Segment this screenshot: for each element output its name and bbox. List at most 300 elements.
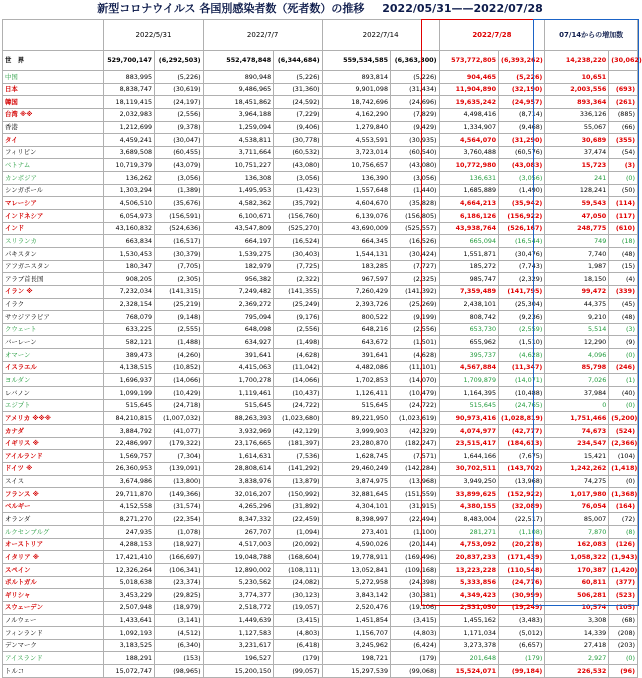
table-cell: (48) (609, 247, 638, 260)
table-cell: 7,026 (545, 374, 609, 387)
table-cell: (7,536) (274, 450, 323, 463)
table-cell: 1,433,641 (104, 614, 155, 627)
table-cell: 3,674,986 (104, 475, 155, 488)
table-cell: (9,429) (391, 121, 440, 134)
table-cell: 4,380,155 (439, 500, 499, 513)
world-cell: (30,062) (609, 51, 638, 71)
table-cell: 2,927 (545, 652, 609, 665)
table-cell: 1,303,294 (104, 184, 155, 197)
table-row (3, 146, 638, 159)
country-name: マレーシア (3, 197, 104, 210)
table-cell: 85,798 (545, 361, 609, 374)
table-cell: (24,957) (499, 96, 545, 109)
table-cell: (2,366) (609, 437, 638, 450)
table-cell: (10,429) (155, 387, 204, 400)
table-cell: 29,711,870 (104, 488, 155, 501)
table-cell: 1,569,757 (104, 450, 155, 463)
table-cell: 88,263,393 (203, 412, 274, 425)
table-cell: 10,751,227 (203, 159, 274, 172)
table-cell: 47,050 (545, 210, 609, 223)
table-cell: (526,167) (499, 222, 545, 235)
table-cell: (523) (609, 589, 638, 602)
table-cell: (24,398) (391, 576, 440, 589)
table-cell: 180,347 (104, 260, 155, 273)
table-cell: 2,438,101 (439, 298, 499, 311)
table-cell: 7,359,489 (439, 285, 499, 298)
table-cell: 19,048,788 (203, 551, 274, 564)
table-cell: (168,604) (274, 551, 323, 564)
table-cell: (99,184) (499, 665, 545, 678)
table-cell: (2,329) (499, 273, 545, 286)
table-cell: 665,094 (439, 235, 499, 248)
table-cell: (22,354) (155, 513, 204, 526)
table-cell: (141,795) (499, 285, 545, 298)
table-row (3, 210, 638, 223)
table-cell: (355) (609, 134, 638, 147)
country-name: 日本 (3, 83, 104, 96)
table-cell: 44,375 (545, 298, 609, 311)
table-cell: (30,619) (155, 83, 204, 96)
table-cell: 1,449,639 (203, 614, 274, 627)
table-cell: (3,056) (274, 172, 323, 185)
table-row (3, 437, 638, 450)
table-row (3, 172, 638, 185)
table-cell: 185,272 (439, 260, 499, 273)
table-cell: 136,390 (322, 172, 390, 185)
table-row (3, 475, 638, 488)
table-cell: 3,964,188 (203, 108, 274, 121)
country-name: アイルランド (3, 450, 104, 463)
table-row (3, 184, 638, 197)
table-cell: (1,023,680) (274, 412, 323, 425)
table-cell: 15,200,150 (203, 665, 274, 678)
table-cell: (203) (609, 639, 638, 652)
country-name: イタリア ※ (3, 551, 104, 564)
table-cell: 3,999,903 (322, 424, 390, 437)
table-cell: 3,273,378 (439, 639, 499, 652)
table-cell: (16,526) (391, 235, 440, 248)
table-cell: 30,689 (545, 134, 609, 147)
table-cell: (10,479) (391, 387, 440, 400)
table-cell: 6,054,973 (104, 210, 155, 223)
table-cell: 9,486,965 (203, 83, 274, 96)
table-cell: 3,453,229 (104, 589, 155, 602)
table-cell: (166,697) (155, 551, 204, 564)
country-name: クウェート (3, 323, 104, 336)
table-cell: (24,765) (499, 399, 545, 412)
table-cell: (24,722) (391, 399, 440, 412)
table-cell: 59,543 (545, 197, 609, 210)
table-cell: 20,837,233 (439, 551, 499, 564)
table-cell: (171,439) (499, 551, 545, 564)
table-cell: 6,139,076 (322, 210, 390, 223)
table-cell: 234,547 (545, 437, 609, 450)
table-cell: (106,341) (155, 563, 204, 576)
table-cell: 85,007 (545, 513, 609, 526)
table-cell: 3,774,377 (203, 589, 274, 602)
table-cell: 908,205 (104, 273, 155, 286)
table-cell: (11,042) (274, 361, 323, 374)
table-cell: (98,965) (155, 665, 204, 678)
table-cell: (693) (609, 83, 638, 96)
table-cell: (110,548) (499, 563, 545, 576)
table-cell: (261) (609, 96, 638, 109)
table-cell: (169,496) (391, 551, 440, 564)
table-cell: 1,334,907 (439, 121, 499, 134)
table-row (3, 601, 638, 614)
table-row (3, 374, 638, 387)
table-cell: 1,279,840 (322, 121, 390, 134)
table-cell: 267,707 (203, 526, 274, 539)
table-cell: 634,927 (203, 336, 274, 349)
table-cell: 2,369,272 (203, 298, 274, 311)
table-cell: 389,473 (104, 349, 155, 362)
table-cell: (6,340) (155, 639, 204, 652)
table-cell: (179,322) (155, 437, 204, 450)
table-cell: 1,644,166 (439, 450, 499, 463)
country-name: イスラエル (3, 361, 104, 374)
country-name: 中国 (3, 71, 104, 84)
table-cell: (179) (499, 652, 545, 665)
table-cell: (184,613) (499, 437, 545, 450)
infection-table (2, 19, 642, 678)
table-cell: 1,539,275 (203, 247, 274, 260)
table-cell: (4,260) (155, 349, 204, 362)
table-cell: 28,808,614 (203, 462, 274, 475)
table-cell: 4,604,670 (322, 197, 390, 210)
table-cell: 1,058,322 (545, 551, 609, 564)
table-cell: (164) (609, 500, 638, 513)
table-cell: 17,421,410 (104, 551, 155, 564)
table-cell: 1,614,631 (203, 450, 274, 463)
table-cell: 12,290 (545, 336, 609, 349)
country-name: イラク (3, 298, 104, 311)
table-cell: (60,540) (391, 146, 440, 159)
table-cell: (11,347) (499, 361, 545, 374)
table-cell: (108,111) (274, 563, 323, 576)
table-cell: (150,992) (274, 488, 323, 501)
table-cell: 4,538,811 (203, 134, 274, 147)
table-cell: 4,567,884 (439, 361, 499, 374)
country-name: ギリシャ (3, 589, 104, 602)
table-cell: 3,723,014 (322, 146, 390, 159)
table-row (3, 134, 638, 147)
table-cell: 3,838,976 (203, 475, 274, 488)
table-cell: (3,056) (391, 172, 440, 185)
table-cell: 89,221,950 (322, 412, 390, 425)
world-cell: (6,393,262) (499, 51, 545, 71)
table-cell: 10,756,657 (322, 159, 390, 172)
table-cell: (0) (609, 475, 638, 488)
table-cell: 1,551,871 (439, 247, 499, 260)
country-name: イラン ※ (3, 285, 104, 298)
table-cell: 170,387 (545, 563, 609, 576)
table-cell: (13,879) (274, 475, 323, 488)
table-cell: (151,559) (391, 488, 440, 501)
table-cell: (11,101) (391, 361, 440, 374)
table-cell: 3,231,617 (203, 639, 274, 652)
table-row (3, 500, 638, 513)
table-cell: (3,415) (391, 614, 440, 627)
table-cell: (9,199) (391, 311, 440, 324)
table-cell: 10,651 (545, 71, 609, 84)
country-name: レバノン (3, 387, 104, 400)
table-cell: (25,219) (155, 298, 204, 311)
table-cell: (96) (609, 665, 638, 678)
table-cell: 248,775 (545, 222, 609, 235)
table-cell: 967,597 (322, 273, 390, 286)
table-cell: 43,160,832 (104, 222, 155, 235)
table-cell: 43,690,009 (322, 222, 390, 235)
table-cell: 1,700,278 (203, 374, 274, 387)
table-cell: 506,281 (545, 589, 609, 602)
header-date-1: 2022/5/31 (104, 20, 203, 51)
table-cell: (1,510) (499, 336, 545, 349)
table-cell: 7,260,429 (322, 285, 390, 298)
table-cell: (9) (609, 336, 638, 349)
table-cell: (6,424) (391, 639, 440, 652)
table-cell: (13,800) (155, 475, 204, 488)
table-cell: (99,068) (391, 665, 440, 678)
table-cell: (31,892) (274, 500, 323, 513)
table-cell: 4,582,362 (203, 197, 274, 210)
table-cell: (141,292) (274, 462, 323, 475)
table-cell: (7,727) (391, 260, 440, 273)
table-cell: 90,973,416 (439, 412, 499, 425)
table-cell: (1,078) (155, 526, 204, 539)
table-cell: (139,091) (155, 462, 204, 475)
table-cell: (181,397) (274, 437, 323, 450)
table-cell: 808,742 (439, 311, 499, 324)
table-cell: 1,171,034 (439, 627, 499, 640)
table-cell: (16,517) (155, 235, 204, 248)
table-cell: 4,096 (545, 349, 609, 362)
table-cell: (35,676) (155, 197, 204, 210)
table-cell: (1,423) (274, 184, 323, 197)
table-cell: (142,284) (391, 462, 440, 475)
country-name: スイス (3, 475, 104, 488)
table-row (3, 197, 638, 210)
table-cell: (3) (609, 323, 638, 336)
table-cell: 4,506,510 (104, 197, 155, 210)
table-cell: (1,498) (274, 336, 323, 349)
table-cell: 15,524,071 (439, 665, 499, 678)
table-cell: (25,249) (274, 298, 323, 311)
table-cell: (35,792) (274, 197, 323, 210)
country-name: オーストリア (3, 538, 104, 551)
table-cell: 30,702,511 (439, 462, 499, 475)
table-cell: (1,389) (155, 184, 204, 197)
table-cell: (610) (609, 222, 638, 235)
table-cell: (3,483) (499, 614, 545, 627)
table-row (3, 273, 638, 286)
table-cell: 1,126,411 (322, 387, 390, 400)
table-cell: 136,631 (439, 172, 499, 185)
table-cell: (5,200) (609, 412, 638, 425)
country-name: イギリス ※ (3, 437, 104, 450)
country-name: フィリピン (3, 146, 104, 159)
table-cell: (18,979) (155, 601, 204, 614)
table-cell: 653,730 (439, 323, 499, 336)
table-cell: (1,100) (391, 526, 440, 539)
table-cell: 3,308 (545, 614, 609, 627)
table-cell: 3,884,792 (104, 424, 155, 437)
country-name: ポルトガル (3, 576, 104, 589)
table-cell: 18,742,696 (322, 96, 390, 109)
table-row (3, 538, 638, 551)
country-name: デンマーク (3, 639, 104, 652)
table-cell: 1,455,162 (439, 614, 499, 627)
table-cell: (24,082) (274, 576, 323, 589)
table-cell: (30,476) (499, 247, 545, 260)
country-name: 台湾 ※※ (3, 108, 104, 121)
table-cell: (126) (609, 538, 638, 551)
table-row (3, 399, 638, 412)
title-text: 新型コロナウイルス 各国別感染者数（死者数）の推移 (97, 2, 365, 15)
table-cell: 1,751,466 (545, 412, 609, 425)
table-cell: 4,152,558 (104, 500, 155, 513)
table-cell: 4,564,070 (439, 134, 499, 147)
table-cell: (7,675) (499, 450, 545, 463)
header-row (3, 20, 638, 51)
table-row (3, 235, 638, 248)
table-cell: (19,249) (499, 601, 545, 614)
country-name: ヨルダン (3, 374, 104, 387)
table-row (3, 450, 638, 463)
table-cell: (24,696) (391, 96, 440, 109)
country-name: パキスタン (3, 247, 104, 260)
world-row (3, 51, 638, 71)
table-cell: (141,392) (391, 285, 440, 298)
table-cell: (30,379) (155, 247, 204, 260)
table-cell: 391,641 (322, 349, 390, 362)
table-cell: (23,374) (155, 576, 204, 589)
table-cell: 2,393,726 (322, 298, 390, 311)
table-row (3, 488, 638, 501)
table-cell: (20,278) (499, 538, 545, 551)
table-cell: 27,418 (545, 639, 609, 652)
table-cell: (54) (609, 146, 638, 159)
table-cell: 1,242,262 (545, 462, 609, 475)
table-cell: 985,747 (439, 273, 499, 286)
table-cell: (339) (609, 285, 638, 298)
table-cell: (43,080) (274, 159, 323, 172)
table-cell: (18) (609, 235, 638, 248)
table-cell: 1,164,395 (439, 387, 499, 400)
table-cell: 4,517,003 (203, 538, 274, 551)
table-cell: 13,223,228 (439, 563, 499, 576)
world-cell: 14,238,220 (545, 51, 609, 71)
table-cell: (156,591) (155, 210, 204, 223)
table-cell: 515,645 (322, 399, 390, 412)
table-cell: (22,494) (391, 513, 440, 526)
table-cell: 3,874,975 (322, 475, 390, 488)
table-cell: (246) (609, 361, 638, 374)
table-cell: 12,326,264 (104, 563, 155, 576)
table-cell: (153) (155, 652, 204, 665)
table-cell: (114) (609, 197, 638, 210)
table-cell: 11,904,890 (439, 83, 499, 96)
table-cell: (8) (609, 526, 638, 539)
table-row (3, 336, 638, 349)
table-cell: (72) (609, 513, 638, 526)
table-cell: (68) (609, 614, 638, 627)
table-cell: 395,737 (439, 349, 499, 362)
country-name: カナダ (3, 424, 104, 437)
table-cell: (14,066) (274, 374, 323, 387)
table-cell: (143,702) (499, 462, 545, 475)
table-row (3, 285, 638, 298)
table-cell: 15,723 (545, 159, 609, 172)
table-row (3, 96, 638, 109)
table-cell: 22,486,997 (104, 437, 155, 450)
table-cell: (9,176) (274, 311, 323, 324)
table-cell: (7,725) (274, 260, 323, 273)
table-cell: 663,834 (104, 235, 155, 248)
table-cell: (60,576) (499, 146, 545, 159)
table-cell: (3,415) (274, 614, 323, 627)
table-cell: (9,406) (274, 121, 323, 134)
table-cell: (30,778) (274, 134, 323, 147)
table-cell: 43,938,764 (439, 222, 499, 235)
table-cell: (1,943) (609, 551, 638, 564)
table-cell: 7,740 (545, 247, 609, 260)
table-cell: (24,722) (274, 399, 323, 412)
table-cell: (22,517) (499, 513, 545, 526)
table-cell: (5,012) (499, 627, 545, 640)
table-cell: 2,003,556 (545, 83, 609, 96)
header-date-4: 2022/7/28 (439, 20, 545, 51)
table-cell: (3,056) (155, 172, 204, 185)
table-cell: 1,628,745 (322, 450, 390, 463)
table-cell: 37,984 (545, 387, 609, 400)
table-cell: 956,382 (203, 273, 274, 286)
table-cell: 10,574 (545, 601, 609, 614)
table-cell: 655,962 (439, 336, 499, 349)
table-cell: 14,339 (545, 627, 609, 640)
table-cell: (0) (609, 349, 638, 362)
table-cell: (43,083) (499, 159, 545, 172)
table-cell: 4,415,063 (203, 361, 274, 374)
table-cell: 198,721 (322, 652, 390, 665)
table-cell: 23,176,665 (203, 437, 274, 450)
table-cell: 136,262 (104, 172, 155, 185)
table-cell: (0) (609, 399, 638, 412)
table-cell: 29,460,249 (322, 462, 390, 475)
table-row (3, 652, 638, 665)
table-cell: 23,515,417 (439, 437, 499, 450)
table-cell: 1,696,937 (104, 374, 155, 387)
world-cell: 559,534,585 (322, 51, 390, 71)
table-cell: 15,421 (545, 450, 609, 463)
table-cell: 1,092,193 (104, 627, 155, 640)
table-cell: (208) (609, 627, 638, 640)
table-cell: 55,067 (545, 121, 609, 134)
table-cell: (0) (609, 652, 638, 665)
table-cell: (20,144) (391, 538, 440, 551)
table-cell: (29,825) (155, 589, 204, 602)
table-cell: (5,226) (391, 71, 440, 84)
table-cell: (7,829) (391, 108, 440, 121)
table-cell: (2,556) (391, 323, 440, 336)
table-cell: (8,714) (499, 108, 545, 121)
table-cell: (30,403) (274, 247, 323, 260)
table-cell: (42,329) (391, 424, 440, 437)
table-cell: 664,345 (322, 235, 390, 248)
table-cell: 2,032,983 (104, 108, 155, 121)
table-cell: 1,544,131 (322, 247, 390, 260)
table-cell: 893,364 (545, 96, 609, 109)
